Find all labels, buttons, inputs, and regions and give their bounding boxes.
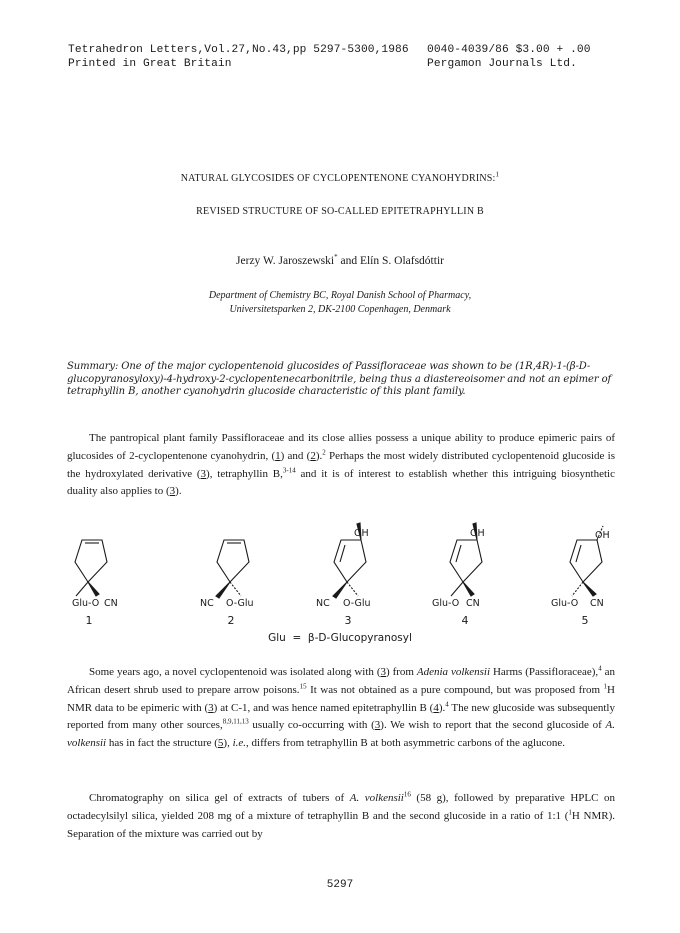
compound-number: 2 — [227, 614, 235, 627]
paper-title-line1 — [0, 170, 680, 184]
text: It was not obtained as a pure compound, but was proposed from — [306, 683, 604, 696]
text: (58 g), followed by preparative HPLC on octadecylsilyl silica, yielded 208 mg of a mixture of tetraphyllin B and the second glucoside in a ratio of 1:1 ( — [67, 792, 615, 822]
text: usually co-occurring with ( — [248, 719, 375, 732]
structure-1-ring — [75, 540, 107, 596]
affiliation — [0, 289, 680, 317]
compound-number: 5 — [581, 614, 589, 627]
nmr-sup: 1 — [568, 808, 572, 817]
publisher-line: Pergamon Journals Ltd. — [427, 58, 577, 70]
text: Chromatography on silica gel of extracts of tubers of — [89, 792, 350, 804]
structure-2-ring — [216, 540, 249, 598]
author-2: Elín S. Olafsdóttir — [359, 255, 444, 267]
summary-text: One of the major cyclopentenoid glucosides of Passifloraceae was shown to be (1R,4R)-1-(β-D-glucopyranosyloxy)-4-hydroxy-2-cyclopentenecarbonitrile, being thus a diastereoisomer and not an epimer of tetraphyllin B, another cyanohydrin glucoside characteristic of this plant family. — [67, 361, 612, 398]
compound-ref: 4 — [433, 701, 439, 714]
text: Perhaps the most widely distributed cyclopentenoid glucoside is the hydroxylated derivative ( — [67, 449, 615, 480]
compound-ref: 3 — [208, 701, 214, 714]
nc-label: NC — [316, 598, 330, 609]
text: ). — [315, 449, 323, 462]
affiliation-line1: Department of Chemistry BC, Royal Danish School of Pharmacy, — [208, 290, 472, 301]
o-glu-label: O-Glu — [343, 598, 371, 609]
cn-label: CN — [466, 598, 480, 609]
text: ), tetraphyllin B, — [206, 467, 283, 480]
text: The pantropical plant family Passifloraceae and its close allies possess a unique ability to produce epimeric pairs of glucosides of 2-cyclopentenone cyanohydrin, ( — [67, 432, 615, 462]
glu-legend: Glu = β-D-Glucopyranosyl — [268, 632, 412, 644]
text: ) at C-1, and was hence named epitetraphyllin B ( — [213, 701, 434, 714]
nmr-sup: 1 — [603, 682, 608, 691]
author-and: and — [337, 255, 360, 267]
page-number: 5297 — [326, 879, 354, 891]
oh-label: OH — [354, 528, 369, 539]
oh-label: OH — [470, 528, 485, 539]
compound-number: 1 — [85, 614, 93, 627]
compound-ref: 3 — [380, 666, 386, 678]
species-name: Adenia volkensii — [416, 666, 491, 678]
ref-sup: 4 — [598, 664, 602, 673]
ref-sup: 16 — [403, 790, 411, 799]
paragraph-3 — [67, 790, 615, 843]
ref-sup: 8,9,11,13 — [222, 717, 249, 726]
summary-label: Summary: — [67, 361, 119, 372]
o-glu-label: O-Glu — [226, 598, 254, 609]
title-footnote: 1 — [495, 170, 500, 179]
compound-number: 3 — [344, 614, 352, 627]
species-name: A. volkensii — [349, 792, 404, 804]
compound-ref: 2 — [310, 449, 316, 462]
text: ). We wish to report that the second glucoside of — [380, 719, 606, 732]
text: ), — [223, 737, 233, 750]
ref-sup: 2 — [322, 448, 326, 457]
author-1: Jerzy W. Jaroszewski — [236, 255, 335, 267]
compound-ref: 3 — [374, 719, 381, 732]
text: and it is of interest to establish whether this intriguing biosynthetic duality also applies to ( — [67, 467, 615, 498]
glu-o-label: Glu-O — [72, 598, 100, 609]
printed-in-line: Printed in Great Britain — [68, 58, 232, 70]
title-text: NATURAL GLYCOSIDES OF CYCLOPENTENONE CYANOHYDRINS: — [180, 173, 496, 184]
journal-price — [427, 43, 591, 71]
text: Harms (Passifloraceae), — [490, 666, 599, 678]
ref-sup: 15 — [299, 682, 307, 691]
text: , differs from tetraphyllin B at both asymmetric carbons of the aglucone. — [246, 737, 566, 750]
authors — [0, 255, 680, 267]
text: H NMR data to be epimeric with ( — [67, 683, 615, 714]
compound-number: 4 — [461, 614, 469, 627]
ref-sup: 4 — [445, 699, 449, 708]
price-line: 0040-4039/86 $3.00 + .00 — [427, 44, 591, 56]
cn-label: CN — [104, 598, 118, 609]
compound-ref: 3 — [169, 485, 176, 498]
text: Some years ago, a novel cyclopentenoid was isolated along with ( — [89, 666, 381, 678]
compound-ref: 1 — [275, 449, 281, 462]
text: ) from — [386, 666, 417, 678]
text: has in fact the structure ( — [106, 737, 218, 750]
ref-sup: 3-14 — [282, 465, 296, 474]
text: ). — [175, 485, 182, 498]
paper-title-line2: REVISED STRUCTURE OF SO-CALLED EPITETRAPHYLLIN B — [196, 206, 484, 217]
affiliation-line2: Universitetsparken 2, DK-2100 Copenhagen, Denmark — [229, 304, 451, 315]
text: ). — [438, 701, 446, 714]
compound-ref: 5 — [217, 737, 224, 750]
corresponding-mark: * — [334, 253, 338, 262]
text: ) and ( — [280, 449, 311, 462]
citation-line: Tetrahedron Letters,Vol.27,No.43,pp 5297-5300,1986 — [68, 44, 409, 56]
text: an African desert shrub used to prepare arrow poisons. — [67, 666, 615, 696]
glu-o-label: Glu-O — [432, 598, 460, 609]
paragraph-2 — [67, 664, 615, 753]
oh-label: OH — [595, 530, 610, 541]
cn-label: CN — [590, 598, 604, 609]
text: H NMR). Separation of the mixture was carried out by — [67, 809, 615, 840]
summary — [67, 361, 613, 399]
text: The new glucoside was subsequently reported from many other sources, — [67, 701, 615, 732]
glu-o-label: Glu-O — [551, 598, 579, 609]
compound-ref: 3 — [200, 467, 207, 480]
journal-citation — [68, 43, 409, 71]
nc-label: NC — [200, 598, 214, 609]
paragraph-1 — [67, 430, 615, 501]
ie-abbrev: i.e. — [232, 737, 247, 750]
species-name: A. volkensii — [67, 719, 616, 750]
